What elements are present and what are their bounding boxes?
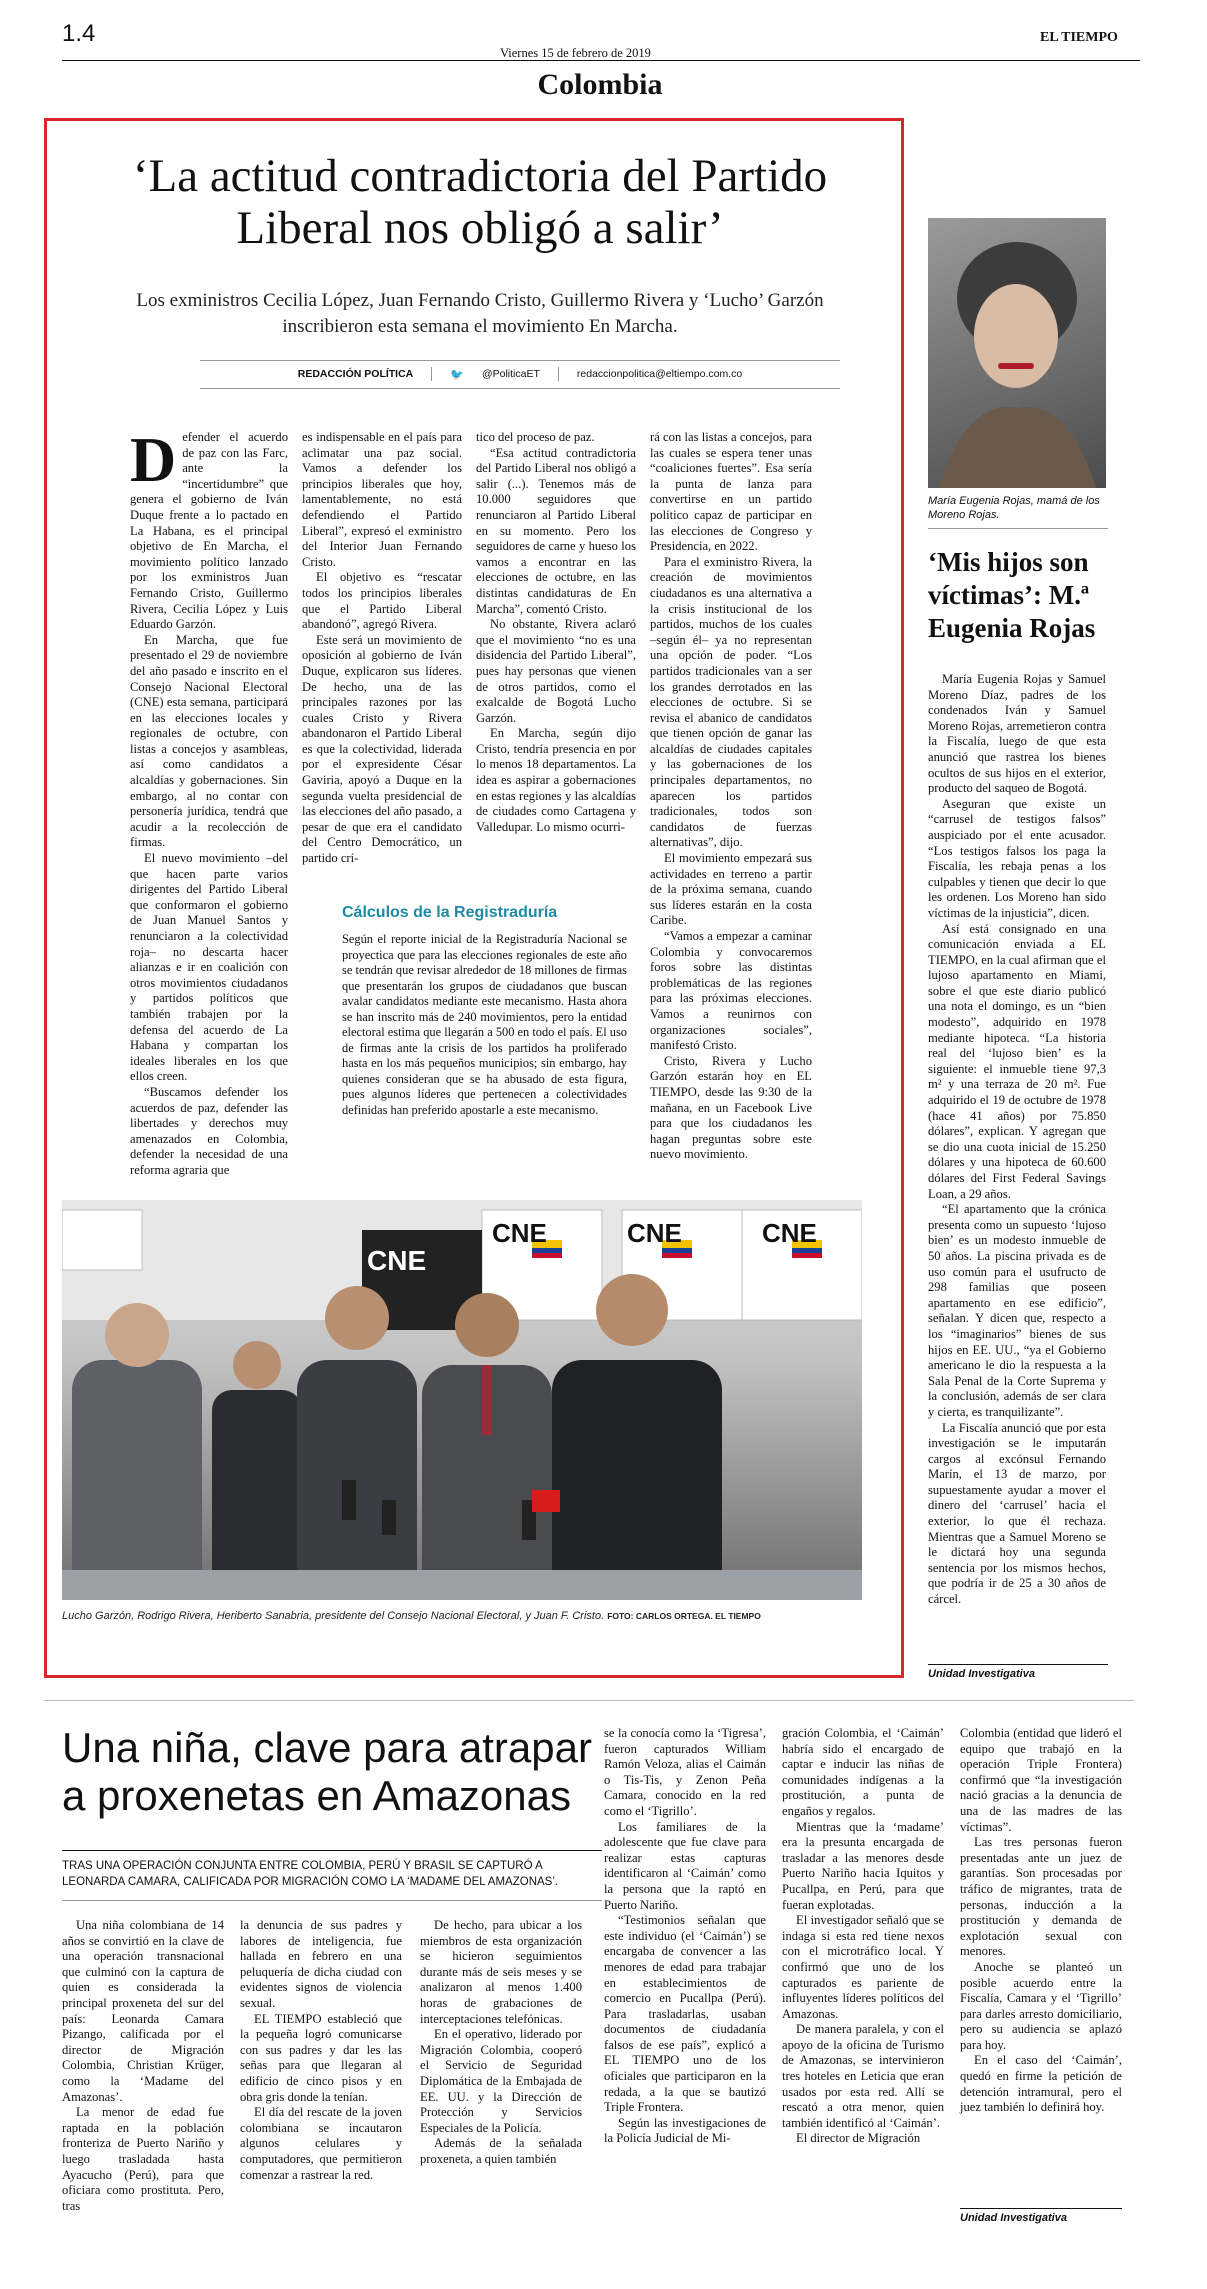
paragraph: la denuncia de sus padres y labores de inteligencia, fue hallada en febrero en una peluquería de dicha ciudad con evidentes signos de violencia sexual.: [240, 1918, 402, 2010]
side-column: [928, 672, 1106, 1608]
portrait-photo: [928, 218, 1106, 488]
main-column-3: [476, 430, 636, 835]
bottom-signature: Unidad Investigativa: [960, 2212, 1067, 2224]
byline-rule-top: [200, 360, 840, 361]
paper-name: EL TIEMPO: [1040, 30, 1118, 45]
paragraph: se la conocía como la ‘Tigresa’, fueron capturados William Ramón Veloza, alias el Caimán o Tis-Tis, y Zenon Peña Camara, conocido en la red como el ‘Tigrillo’.: [604, 1726, 766, 1818]
paragraph: En el caso del ‘Caimán’, quedó en firme la petición de detención intramural, pero el juez también lo definirá hoy.: [960, 2053, 1122, 2115]
main-column-4: [650, 430, 812, 1163]
paragraph: Una niña colombiana de 14 años se convirtió en la clave de una operación transnacional que culminó con la captura de quien es considerada la principal proxeneta del sur del país: Leonarda Camara Pizango, calificada por el director de Migración Colombia, Christian Krüger, como la ‘Madame del Amazonas’.: [62, 1918, 224, 2104]
bottom-column-4: [604, 1726, 766, 2147]
paragraph: “El apartamento que la crónica presenta como un supuesto ‘lujoso bien’ es un modesto inmueble de 50 años. La piscina privada es de uso común para el usufructo de 298 familias que poseen apartamento en ese edificio”, señalan. Y dicen que, respecto a los “imaginarios” bienes de sus hijos en EE. UU., “ya el Gobierno americano le dio la respuesta a la Sala Penal de la Corte Suprema y la conclusión, además de ser clara y cierta, es tranquilizante”.: [928, 1202, 1106, 1419]
paragraph: “Buscamos defender los acuerdos de paz, defender las libertades y derechos muy amenazados en Colombia, defender la necesidad de una reforma agraria que: [130, 1084, 288, 1177]
paragraph: En el operativo, liderado por Migración Colombia, cooperó el Servicio de Seguridad Diplomática de la Embajada de EE. UU. y la Dirección de Protección y Servicios Especiales de la Policía.: [420, 2027, 582, 2135]
bottom-column-5: [782, 1726, 944, 2147]
masthead-rule: [62, 60, 1140, 61]
main-photo: [62, 1200, 862, 1600]
side-signature-rule: [928, 1664, 1108, 1665]
side-signature: Unidad Investigativa: [928, 1668, 1035, 1680]
paragraph: El director de Migración: [796, 2131, 921, 2146]
paragraph: gración Colombia, el ‘Caimán’ habría sido el encargado de captar e inducir las niñas de comunidades indígenas a la prostitución, a punta de engaños y regalos.: [782, 1726, 944, 1818]
paragraph: El día del rescate de la joven colombiana se incautaron algunos celulares y computadores, que permitieron comenzar a rastrear la red.: [240, 2105, 402, 2182]
paragraph: Cristo, Rivera y Lucho Garzón estarán hoy en EL TIEMPO, desde las 9:30 de la mañana, en un Facebook Live para que los ciudadanos les hagan preguntas sobre este nuevo movimiento.: [650, 1053, 812, 1162]
portrait-caption: María Eugenia Rojas, mamá de los Moreno Rojas.: [928, 495, 1100, 521]
page-number: 1.4: [62, 20, 96, 47]
dropcap: D: [130, 424, 177, 495]
paragraph: es indispensable en el país para aclimatar una paz social. Vamos a defender los principios liberales que hoy, lamentablemente, no está defendiendo el Partido Liberal”, expresó el exministro del Interior Juan Fernando Cristo.: [302, 430, 462, 569]
paragraph: EL TIEMPO estableció que la pequeña logró comunicarse con sus padres y dar les las señas para que llegaran al edificio de cinco pisos y en obra gris donde la tenían.: [240, 2011, 402, 2104]
paragraph: La menor de edad fue raptada en la población fronteriza de Puerto Nariño y luego trasladada hasta Ayacucho (Perú), para que oficiara como prostituta. Pero, tras: [62, 2105, 224, 2213]
paragraph: “Testimonios señalan que este individuo (el ‘Caimán’) se encargaba de convencer a las menores de edad para trabajar en establecimientos de comercio en Pucallpa (Perú). Para trasladarlas, usaban documentos de ciudadanía falsos de ese país”, explicó a EL TIEMPO uno de los oficiales que participaron en la redada, a la que se bautizó Triple Frontera.: [604, 1913, 766, 2115]
paragraph: Según las investigaciones de la Policía Judicial de Mi-: [604, 2115, 766, 2146]
paragraph: Además de la señalada proxeneta, a quien también: [420, 2136, 582, 2166]
paragraph: De hecho, para ubicar a los miembros de esta organización se hicieron seguimientos durante más de seis meses y se analizaron al menos 1.400 horas de grabaciones de interceptaciones telefónicas.: [420, 1918, 582, 2026]
main-column-1: [130, 424, 288, 1179]
photo-illustration: [62, 1200, 862, 1600]
paragraph: Las tres personas fueron presentadas ante un juez de garantías. Son procesadas por tráfico de migrantes, trata de personas, inducción a la prostitución y demanda de explotación sexual con menores.: [960, 1835, 1122, 1959]
photo-sign-4: CNE: [762, 1218, 817, 1248]
bottom-column-3: [420, 1918, 582, 2168]
paragraph: No obstante, Rivera aclaró que el movimiento “no es una disidencia del Partido Liberal”, pues hay personas que vienen de otros partidos, como el exalcalde de Bogotá Lucho Garzón.: [476, 617, 636, 725]
paragraph: Los familiares de la adolescente que fue clave para realizar estas capturas identificaron al ‘Caimán’ como la persona que la raptó en Puerto Nariño.: [604, 1819, 766, 1912]
photo-caption: [62, 1610, 882, 1622]
paragraph: El investigador señaló que se indaga si esta red tiene nexos con el microtráfico local. Y confirmó que uno de los capturados es pariente de influyentes líderes políticos del Amazonas.: [782, 1913, 944, 2021]
registraduria-sidebar: [302, 880, 636, 1205]
issue-date: Viernes 15 de febrero de 2019: [500, 46, 651, 60]
photo-sign-3: CNE: [627, 1218, 682, 1248]
paragraph: En Marcha, según dijo Cristo, tendría presencia en por lo menos 18 departamentos. La idea es aspirar a gobernaciones en estas regiones y las alcaldías de ciudades como Cartagena y Valledupar. Lo mismo ocurri-: [476, 726, 636, 834]
sidebar-title: Cálculos de la Registraduría: [342, 904, 558, 921]
portrait-illustration: [928, 218, 1106, 488]
portrait-rule: [928, 528, 1108, 529]
byline-rule-bottom: [200, 388, 840, 389]
main-headline: ‘La actitud contradictoria del Partido Liberal nos obligó a salir’: [132, 150, 828, 254]
paragraph: efender el acuerdo de paz con las Farc, ante la “incertidumbre” que genera el gobierno de Iván Duque frente a lo pactado en La Habana, es el principal objetivo de En Marcha, el movimiento político lanzado por los exministros Juan Fernando Cristo, Guillermo Rivera, Cecilia López y Luis Eduardo Garzón.: [130, 430, 288, 632]
bottom-column-6: [960, 1726, 1122, 2116]
sidebar-text: Según el reporte inicial de la Registraduría Nacional se proyectica que para las elecciones regionales de este año se tendrán que revisar alrededor de 18 millones de firmas que presentarán los grupos de ciudadanos que buscan avalar candidatos mediante este mecanismo. Hasta ahora se han inscrito más de 240 movimientos, pero la entidad electoral estima que llegarán a 500 en todo el país. El uso de firmas ante la crisis de los partidos ha proliferado hasta en los más pequeños municipios; sin embargo, hay quienes consideran que se ha abusado de esta figura, pues algunos líderes que pertenecen a colectividades definidas han preferido apostarle a este mecanismo.: [342, 932, 627, 1117]
paragraph: Anoche se planteó un posible acuerdo entre la Fiscalía, Camara y el ‘Tigrillo’ para darles arresto domiciliario, pero su audiencia se aplazó para hoy.: [960, 1959, 1122, 2052]
byline-bar: [200, 362, 840, 386]
paragraph: La Fiscalía anunció que por esta investigación se le imputarán cargos al excónsul Fernando Marín, el 13 de marzo, por supuestamente ayudar a mover el dinero del ‘carrusel’ hacia el exterior, lo que él rechaza. Mientras que a Samuel Moreno se le dictará hoy una segunda sentencia por los mismos hechos, que podría ir de 25 a 30 años de cárcel.: [928, 1420, 1106, 1607]
bottom-column-1: [62, 1918, 224, 2214]
paragraph: “Vamos a empezar a caminar Colombia y convocaremos foros sobre las distintas problemáticas de las regiones para las próximas elecciones. Vamos a reunirnos con organizaciones sociales”, manifestó Cristo.: [650, 929, 812, 1053]
bottom-deck: TRAS UNA OPERACIÓN CONJUNTA ENTRE COLOMBIA, PERÚ Y BRASIL SE CAPTURÓ A LEONARDA CAMARA, CALIFICADA POR MIGRACIÓN COMO LA ‘MADAME DEL AMAZONAS’.: [62, 1860, 559, 1888]
paragraph: Aseguran que existe un “carrusel de testigos falsos” auspiciado por el ente acusador. “Los testigos falsos los paga la Fiscalía, les rebaja penas a los culpables y tienen que decir lo que les ordenen. Los Moreno han sido víctimas de la injusticia”, dicen.: [928, 796, 1106, 920]
paragraph: En Marcha, que fue presentado el 29 de noviembre del año pasado e inscrito en el Consejo Nacional Electoral (CNE) esta semana, participará en las elecciones locales y regionales de octubre, con listas a concejos y asambleas, así como candidatos a alcaldías y gobernaciones. Sin embargo, al no contar con personería jurídica, tendrá que acudir a la recolección de firmas.: [130, 632, 288, 850]
paragraph: El objetivo es “rescatar todos los principios liberales que el Partido Liberal abandonó”, agregó Rivera.: [302, 570, 462, 632]
section-title: Colombia: [537, 68, 663, 101]
paragraph: tico del proceso de paz.: [476, 430, 595, 444]
paragraph: Este será un movimiento de oposición al gobierno de Iván Duque, explicaron sus líderes. De hecho, una de las principales razones por las cuales Cristo y Rivera abandonaron el Partido Liberal es que la colectividad, liderada por el expresidente César Gaviria, apoyó a Duque en la segunda vuelta presidencial de las elecciones del año pasado, a pesar de que era el candidato del Centro Democrático, un partido crí-: [302, 632, 462, 866]
bottom-deck-rule: [62, 1850, 602, 1851]
photo-credit: FOTO: CARLOS ORTEGA. EL TIEMPO: [607, 1611, 761, 1621]
byline-twitter[interactable]: @PoliticaET: [481, 368, 540, 380]
paragraph: El movimiento empezará sus actividades en terreno a partir de la próxima semana, cuando sus líderes estarán en la costa Caribe.: [650, 851, 812, 928]
bottom-signature-rule: [960, 2208, 1122, 2209]
bottom-deck-rule-2: [62, 1900, 602, 1901]
byline-email[interactable]: redaccionpolitica@eltiempo.com.co: [576, 368, 743, 380]
paragraph: “Esa actitud contradictoria del Partido Liberal nos obligó a salir (...). Tenemos más de 10.000 seguidores que renunciaron al Partido Liberal en su momento. Pero los seguidores de carne y hueso los vamos a encontrar en las elecciones de octubre, en las distintas candidaturas de En Marcha”, comentó Cristo.: [476, 445, 636, 616]
paragraph: Para el exministro Rivera, la creación de movimientos ciudadanos es una alternativa a la crisis institucional de los partidos, muchos de los cuales –según él– ya no representan una opción de poder. “Los partidos tradicionales van a ser los grandes derrotados en las elecciones de octubre. Si se revisa el abanico de candidatos que tienen opción de ganar las alcaldías de ciudades capitales y las gobernaciones de los principales departamentos, no aparecen los partidos tradicionales, todos son candidatos de fuerzas alternativas”, dijo.: [650, 554, 812, 850]
photo-sign-1: CNE: [367, 1245, 427, 1276]
paragraph: rá con las listas a concejos, para las cuales se espera tener unas “coaliciones fuertes”. Esa sería la punta de lanza para convertirse en un partido político capaz de participar en las elecciones de Congreso y Presidencia, en 2022.: [650, 430, 812, 554]
paragraph: Mientras que la ‘madame’ era la presunta encargada de trasladar a las menores desde Puerto Nariño hacia Iquitos y Pucallpa, en Perú, para que fueran explotadas.: [782, 1819, 944, 1912]
photo-sign-2: CNE: [492, 1218, 547, 1248]
paragraph: Así está consignado en una comunicación enviada a EL TIEMPO, en la cual afirman que el lujoso apartamento en Miami, sobre el que este diario publicó una nota el domingo, es un “bien modesto”, adquirido en 1978 mediante hipoteca. “La historia real del ‘lujoso bien’ es la siguiente: el inmueble tiene 97,3 m² y una terraza de 20 m². Fue adquirido el 19 de octubre de 1978 (hace 41 años) por 75.850 dólares”, explican. Y agregan que se dio una cuota inicial de 15.250 dólares y una hipoteca de 60.600 dólares del First Federal Savings Loan, a 29 años.: [928, 921, 1106, 1201]
twitter-icon: 🐦: [450, 368, 464, 381]
bottom-headline: Una niña, clave para atrapar a proxenetas en Amazonas: [62, 1724, 592, 1819]
byline-divider: [558, 367, 559, 381]
main-deck: Los exministros Cecilia López, Juan Fernando Cristo, Guillermo Rivera y ‘Lucho’ Garzón inscribieron esta semana el movimiento En Marcha.: [136, 290, 824, 337]
section-divider: [44, 1700, 1134, 1701]
caption-text: Lucho Garzón, Rodrigo Rivera, Heriberto Sanabria, presidente del Consejo Nacional Electoral, y Juan F. Cristo.: [62, 1610, 605, 1622]
byline-divider: [431, 367, 432, 381]
paragraph: El nuevo movimiento –del que hacen parte varios dirigentes del Partido Liberal que conformaron el gobierno de Juan Manuel Santos y renunciaron a la colectividad roja– no descarta hacer alianzas e ir en coalición con otros movimientos ciudadanos y partidos políticos que también trabajen por la defensa del acuerdo de La Habana y compartan los ideales liberales en los que ellos creen.: [130, 851, 288, 1084]
main-column-2: [302, 430, 462, 867]
side-headline: ‘Mis hijos son víctimas’: M.ª Eugenia Rojas: [928, 547, 1096, 643]
bottom-column-2: [240, 1918, 402, 2183]
byline-author: REDACCIÓN POLÍTICA: [297, 368, 414, 380]
paragraph: María Eugenia Rojas y Samuel Moreno Díaz, padres de los condenados Iván y Samuel Moreno Rojas, arremetieron contra la Fiscalía, luego de que esta anunció que rastrea los bienes ocultos de sus hijos en el exterior, producto del saqueo de Bogotá.: [928, 672, 1106, 796]
paragraph: Colombia (entidad que lideró el equipo que trabajó en la operación Triple Frontera) confirmó que “la investigación nació gracias a la denuncia de una de las madres de las víctimas”.: [960, 1726, 1122, 1834]
paragraph: De manera paralela, y con el apoyo de la oficina de Turismo de Amazonas, se intervinieron tres hoteles en Leticia que eran usados por esta red. Allí se rescató a otra menor, quien también identificó al ‘Caimán’.: [782, 2022, 944, 2130]
